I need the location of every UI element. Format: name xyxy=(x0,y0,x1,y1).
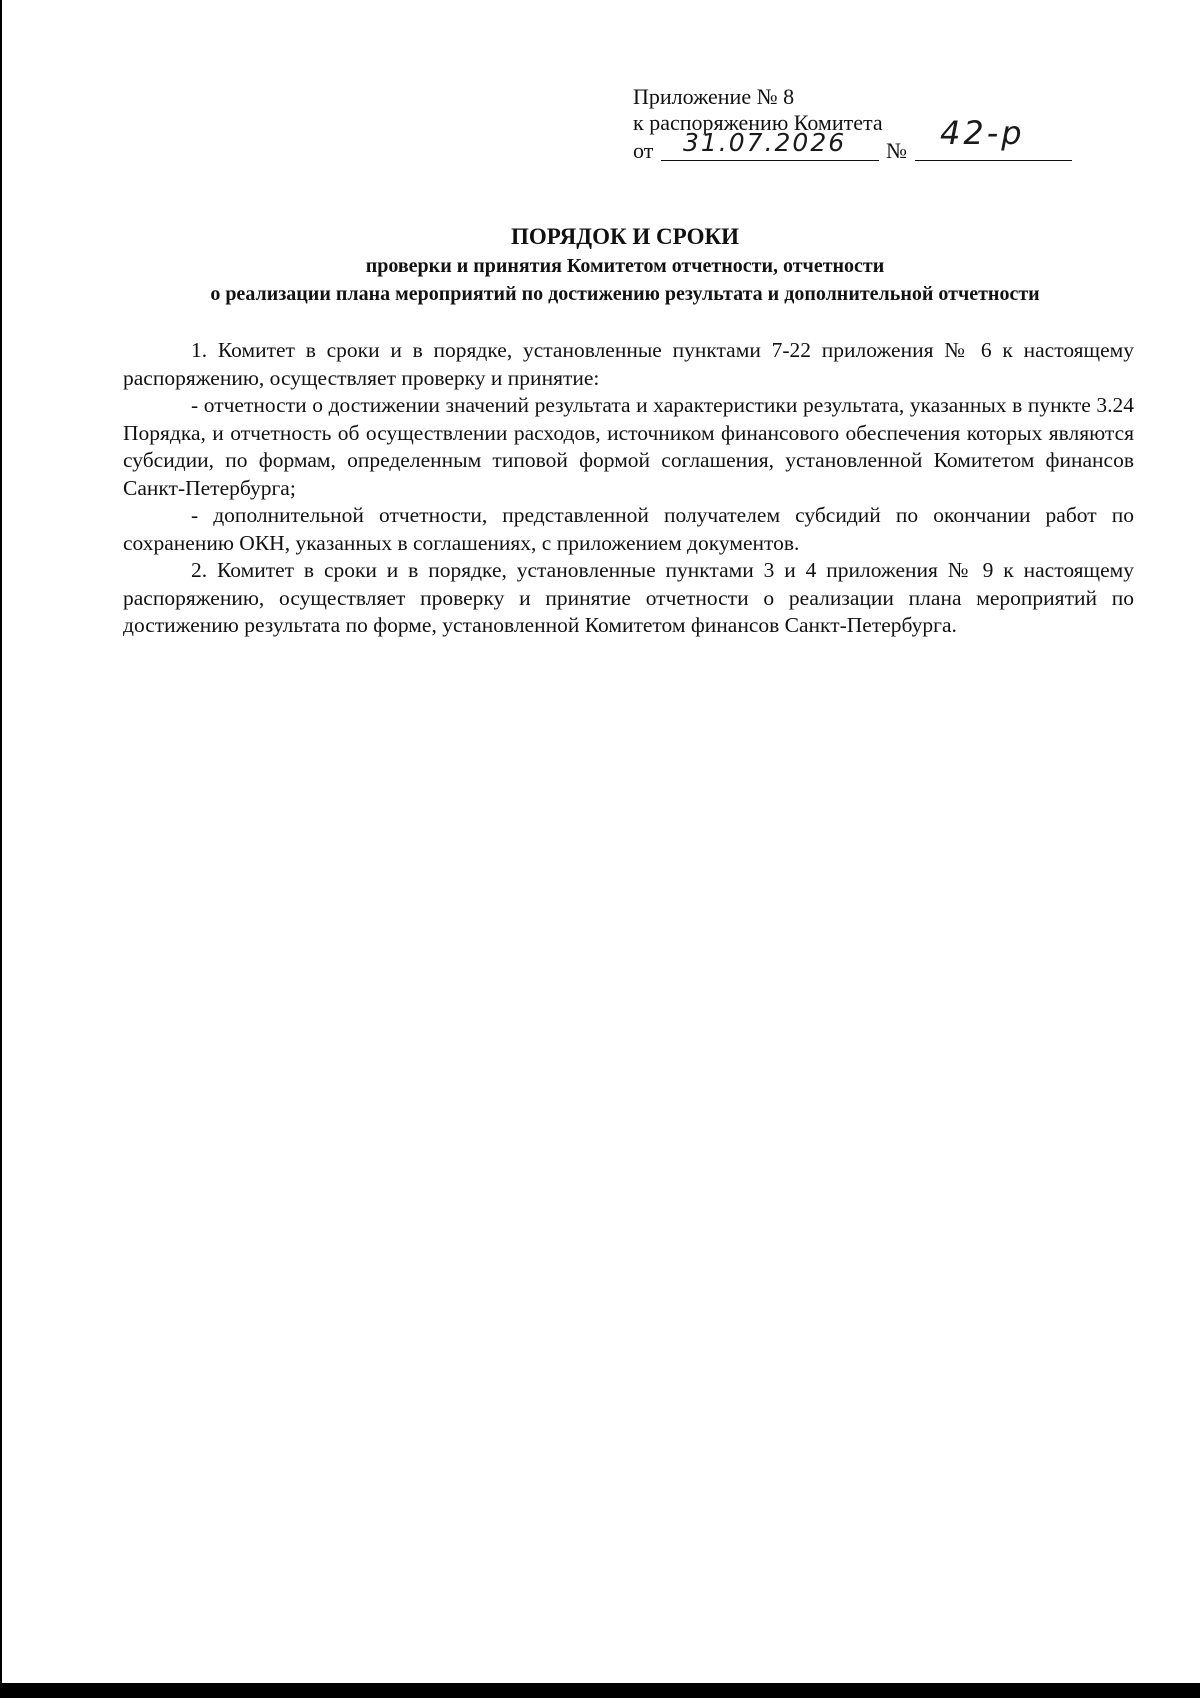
appendix-reference xyxy=(633,84,1073,166)
title-main: ПОРЯДОК И СРОКИ xyxy=(510,224,740,249)
document-body xyxy=(123,337,1134,640)
paragraph-1-item-1: - отчетности о достижении значений результата и характеристики результата, указанных в пункте 3.24 Порядка, и отчетность об осуществлении расходов, источником финансового обеспечения которых являются субсидии, по формам, определенным типовой формой соглашения, установленной Комитетом финансов Санкт-Петербурга; xyxy=(123,393,1134,500)
title-subtitle-line-2: о реализации плана мероприятий по достижению результата и дополнительной отчетности xyxy=(210,283,1040,305)
appendix-order-reference: к распоряжению Комитета xyxy=(633,110,883,135)
handwritten-date: 31.07.2026 xyxy=(683,128,847,157)
paragraph-1: 1. Комитет в сроки и в порядке, установленные пунктами 7-22 приложения № 6 к настоящему распоряжению, осуществляет проверку и принятие: xyxy=(123,338,1134,390)
handwritten-number: 42-р xyxy=(940,114,1025,152)
document-title xyxy=(110,222,1140,308)
scan-edge-left xyxy=(0,0,2,1698)
appendix-number: Приложение № 8 xyxy=(633,84,795,109)
paragraph-1-item-2: - дополнительной отчетности, представленной получателем субсидий по окончании работ по сохранению ОКН, указанных в соглашениях, с приложением документов. xyxy=(123,503,1134,555)
from-label: от xyxy=(633,138,654,163)
number-label: № xyxy=(886,138,907,163)
scan-edge-bottom xyxy=(0,1683,1200,1698)
title-subtitle-line-1: проверки и принятия Комитетом отчетности, отчетности xyxy=(365,255,885,277)
paragraph-2: 2. Комитет в сроки и в порядке, установленные пунктами 3 и 4 приложения № 9 к настоящему распоряжению, осуществляет проверку и принятие отчетности о реализации плана мероприятий по достижению результата по форме, установленной Комитетом финансов Санкт-Петербурга. xyxy=(123,558,1134,637)
